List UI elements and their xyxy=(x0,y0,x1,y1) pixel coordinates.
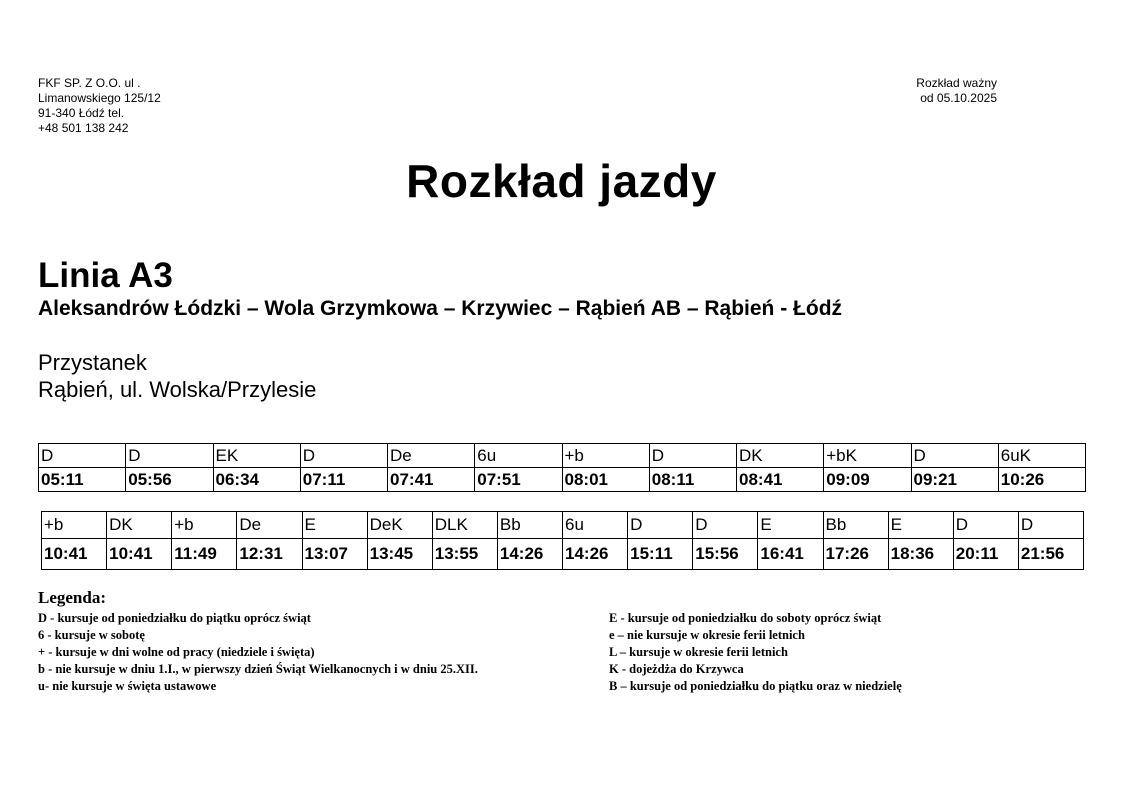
time-cell: 06:34 xyxy=(213,468,300,492)
stop-label: Przystanek xyxy=(38,350,147,375)
mark-cell: +b xyxy=(42,512,107,539)
time-cell: 14:26 xyxy=(497,539,562,570)
time-cell: 08:01 xyxy=(562,468,649,492)
time-cell: 15:11 xyxy=(628,539,693,570)
time-cell: 09:21 xyxy=(911,468,998,492)
mark-cell: DeK xyxy=(367,512,432,539)
mark-cell: D xyxy=(649,444,736,468)
time-cell: 07:41 xyxy=(388,468,475,492)
validity-line: od 05.10.2025 xyxy=(920,91,997,105)
time-cell: 11:49 xyxy=(172,539,237,570)
mark-cell: D xyxy=(1018,512,1083,539)
stop-name: Rąbień, ul. Wolska/Przylesie xyxy=(38,377,317,402)
mark-cell: D xyxy=(126,444,213,468)
mark-cell: D xyxy=(911,444,998,468)
legend-item: u- nie kursuje w święta ustawowe xyxy=(38,679,217,693)
mark-cell: E xyxy=(302,512,367,539)
time-cell: 10:41 xyxy=(107,539,172,570)
mark-cell: De xyxy=(388,444,475,468)
mark-cell: E xyxy=(758,512,823,539)
mark-cell: D xyxy=(693,512,758,539)
legend-item: K - dojeżdża do Krzywca xyxy=(609,662,744,676)
marks-row xyxy=(42,512,1084,539)
mark-cell: D xyxy=(953,512,1018,539)
mark-cell: +b xyxy=(172,512,237,539)
mark-cell: +bK xyxy=(824,444,911,468)
mark-cell: DK xyxy=(107,512,172,539)
time-cell: 15:56 xyxy=(693,539,758,570)
mark-cell: De xyxy=(237,512,302,539)
time-cell: 14:26 xyxy=(563,539,628,570)
mark-cell: D xyxy=(628,512,693,539)
legend-item: D - kursuje od poniedziałku do piątku oprócz świąt xyxy=(38,611,311,625)
legend-item: 6 - kursuje w sobotę xyxy=(38,628,145,642)
legend-item: E - kursuje od poniedziałku do soboty oprócz świąt xyxy=(609,611,882,625)
mark-cell: EK xyxy=(213,444,300,468)
time-cell: 18:36 xyxy=(888,539,953,570)
time-cell: 13:55 xyxy=(432,539,497,570)
line-name: Linia A3 xyxy=(38,256,173,295)
time-cell: 20:11 xyxy=(953,539,1018,570)
line-route: Aleksandrów Łódzki – Wola Grzymkowa – Krzywiec – Rąbień AB – Rąbień - Łódź xyxy=(38,297,843,320)
time-cell: 17:26 xyxy=(823,539,888,570)
mark-cell: Bb xyxy=(497,512,562,539)
time-cell: 07:51 xyxy=(475,468,562,492)
time-cell: 13:45 xyxy=(367,539,432,570)
company-info xyxy=(38,76,161,136)
legend-item: B – kursuje od poniedziałku do piątku oraz w niedzielę xyxy=(609,679,902,693)
legend-right-column xyxy=(609,610,902,695)
timetable-row-1 xyxy=(38,443,1086,492)
time-cell: 13:07 xyxy=(302,539,367,570)
mark-cell: 6uK xyxy=(998,444,1085,468)
legend-item: L – kursuje w okresie ferii letnich xyxy=(609,645,788,659)
time-cell: 07:11 xyxy=(300,468,387,492)
timetable-row-2 xyxy=(41,511,1084,570)
mark-cell: 6u xyxy=(475,444,562,468)
legend-left-column xyxy=(38,610,478,695)
legend-title: Legenda: xyxy=(38,588,106,607)
time-cell: 10:41 xyxy=(42,539,107,570)
time-cell: 10:26 xyxy=(998,468,1085,492)
mark-cell: +b xyxy=(562,444,649,468)
page-title: Rozkład jazdy xyxy=(406,155,717,207)
time-cell: 08:11 xyxy=(649,468,736,492)
validity-info xyxy=(916,76,997,106)
legend-item: b - nie kursuje w dniu 1.I., w pierwszy dzień Świąt Wielkanocnych i w dniu 25.XII. xyxy=(38,662,478,676)
legend-item: e – nie kursuje w okresie ferii letnich xyxy=(609,628,805,642)
company-line: FKF SP. Z O.O. ul . xyxy=(38,76,141,90)
times-row xyxy=(42,539,1084,570)
mark-cell: D xyxy=(300,444,387,468)
times-row xyxy=(39,468,1086,492)
marks-row xyxy=(39,444,1086,468)
mark-cell: Bb xyxy=(823,512,888,539)
time-cell: 05:11 xyxy=(39,468,126,492)
time-cell: 21:56 xyxy=(1018,539,1083,570)
time-cell: 05:56 xyxy=(126,468,213,492)
mark-cell: 6u xyxy=(563,512,628,539)
company-line: Limanowskiego 125/12 xyxy=(38,91,161,105)
company-line: +48 501 138 242 xyxy=(38,121,129,135)
company-line: 91-340 Łódź tel. xyxy=(38,106,125,120)
mark-cell: DLK xyxy=(432,512,497,539)
legend xyxy=(38,588,1038,693)
mark-cell: E xyxy=(888,512,953,539)
time-cell: 09:09 xyxy=(824,468,911,492)
time-cell: 16:41 xyxy=(758,539,823,570)
mark-cell: DK xyxy=(737,444,824,468)
validity-line: Rozkład ważny xyxy=(916,76,997,90)
time-cell: 08:41 xyxy=(737,468,824,492)
time-cell: 12:31 xyxy=(237,539,302,570)
mark-cell: D xyxy=(39,444,126,468)
legend-item: + - kursuje w dni wolne od pracy (niedziele i święta) xyxy=(38,645,315,659)
